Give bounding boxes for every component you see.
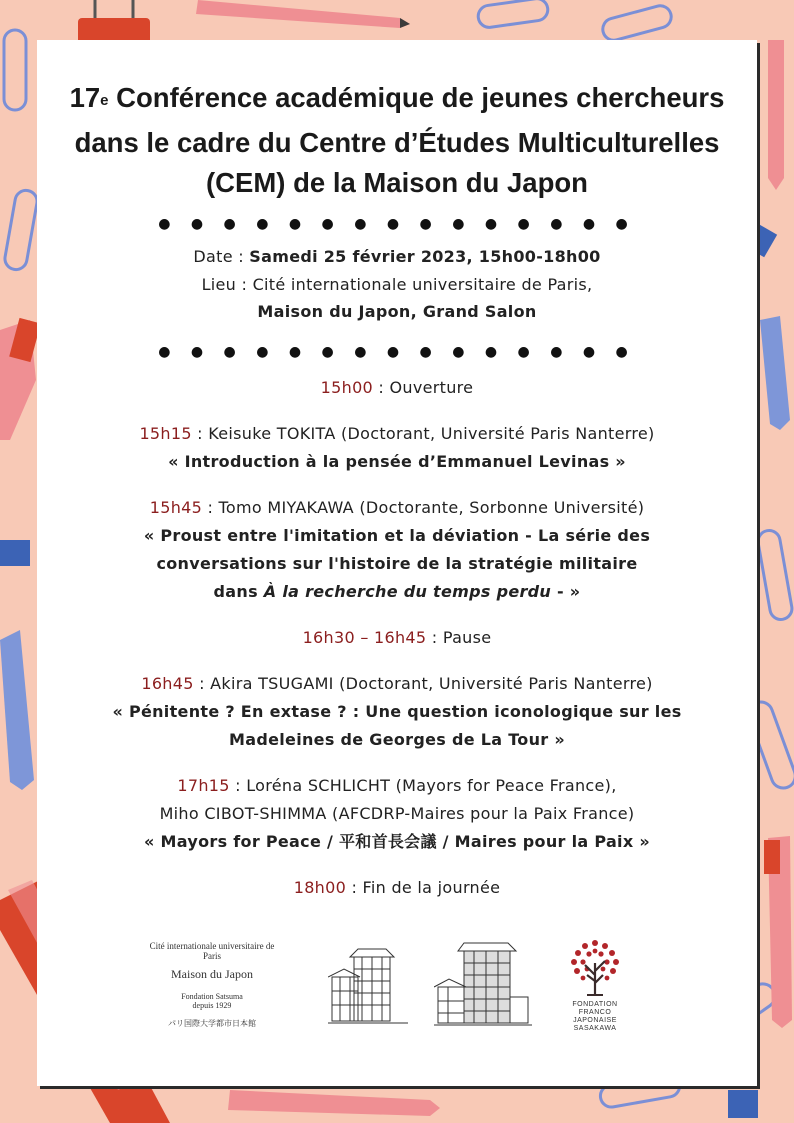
sasakawa-logo-line: FRANCO (578, 1009, 612, 1016)
date-line (0, 243, 794, 271)
title-line-2: dans le cadre du Centre d’Études Multiculturelles (74, 127, 720, 158)
program-item-opening (0, 374, 794, 402)
program-talk-title: « Pénitente ? En extase ? : Une question iconologique sur les (112, 702, 682, 721)
program-talk-title: Madeleines de Georges de La Tour » (229, 730, 565, 749)
program-time: 16h45 (141, 674, 194, 693)
sasakawa-logo (560, 935, 630, 1033)
ciup-logo (142, 941, 282, 1029)
program-speaker: : Fin de la journée (346, 878, 501, 897)
partner-logos (130, 935, 690, 1045)
ciup-logo-line: Cité internationale universitaire de Paris (149, 941, 275, 961)
pencil-top (196, 0, 410, 28)
program-time: 15h15 (139, 424, 192, 443)
program-speaker: : Loréna SCHLICHT (Mayors for Peace France), (229, 776, 617, 795)
title-ordinal-suffix: e (100, 92, 109, 109)
program-item-closing (0, 874, 794, 902)
ciup-logo-line: depuis 1929 (192, 1001, 232, 1010)
pencils-bottom (228, 1090, 758, 1118)
maison-du-japon-drawing-left (328, 941, 414, 1027)
program-talk-title: « Proust entre l'imitation et la déviation - La série des (143, 526, 651, 545)
maison-du-japon-drawing-right (434, 937, 532, 1029)
program-talk-title: dans (213, 582, 264, 601)
ciup-logo-line: Maison du Japon (171, 967, 253, 981)
title-ordinal: 17 (69, 82, 101, 113)
date-value: Samedi 25 février 2023 (249, 247, 467, 266)
program-talk-title: - » (551, 582, 581, 601)
program-speaker: : Tomo MIYAKAWA (Doctorante, Sorbonne Université) (202, 498, 645, 517)
program-item-pause (0, 624, 794, 652)
book-title: À la recherche du temps perdu (263, 582, 552, 601)
dot-separator-bottom: ● ● ● ● ● ● ● ● ● ● ● ● ● ● ● (158, 344, 636, 360)
program-speaker: : Ouverture (373, 378, 474, 397)
program-item-tokita (0, 420, 794, 476)
program-item-schlicht (0, 772, 794, 856)
sasakawa-logo-line: SASAKAWA (573, 1025, 617, 1032)
date-label: Date : (193, 247, 250, 266)
program-time: 16h30 – 16h45 (302, 628, 427, 647)
title-line-1 (0, 78, 794, 123)
tree-icon (569, 935, 621, 997)
program-talk-title: « Mayors for Peace / 平和首長会議 / Maires pour la Paix » (144, 832, 650, 851)
event-info (0, 243, 794, 326)
program-talk-title: conversations sur l'histoire de la stratégie militaire (156, 554, 638, 573)
page-title (0, 78, 794, 203)
program-time: 15h45 (149, 498, 203, 517)
title-line-3: (CEM) de la Maison du Japon (206, 167, 588, 198)
program-talk-title: « Introduction à la pensée d’Emmanuel Levinas » (168, 452, 626, 471)
sasakawa-logo-line: FONDATION (572, 1001, 618, 1008)
time-value: , 15h00-18h00 (466, 247, 601, 266)
program-time: 18h00 (293, 878, 347, 897)
program-speaker: : Keisuke TOKITA (Doctorant, Université Paris Nanterre) (191, 424, 655, 443)
program-time: 17h15 (177, 776, 230, 795)
place-value: Maison du Japon, Grand Salon (257, 302, 537, 321)
title-line-1-text: Conférence académique de jeunes chercheurs (108, 82, 725, 113)
program-speaker: : Pause (426, 628, 492, 647)
program-item-tsugami (0, 670, 794, 754)
ciup-logo-line: パリ国際大学都市日本館 (168, 1019, 256, 1028)
sasakawa-logo-line: JAPONAISE (573, 1017, 617, 1024)
place-label: Lieu : Cité internationale universitaire de Paris, (201, 274, 593, 294)
program-time: 15h00 (320, 378, 374, 397)
ciup-logo-line: Fondation Satsuma (181, 992, 243, 1001)
program-speaker: : Akira TSUGAMI (Doctorant, Université Paris Nanterre) (193, 674, 653, 693)
program-speaker-2: Miho CIBOT-SHIMMA (AFCDRP-Maires pour la Paix France) (159, 804, 635, 823)
dot-separator-top: ● ● ● ● ● ● ● ● ● ● ● ● ● ● ● (158, 216, 636, 232)
program-item-miyakawa (0, 494, 794, 606)
